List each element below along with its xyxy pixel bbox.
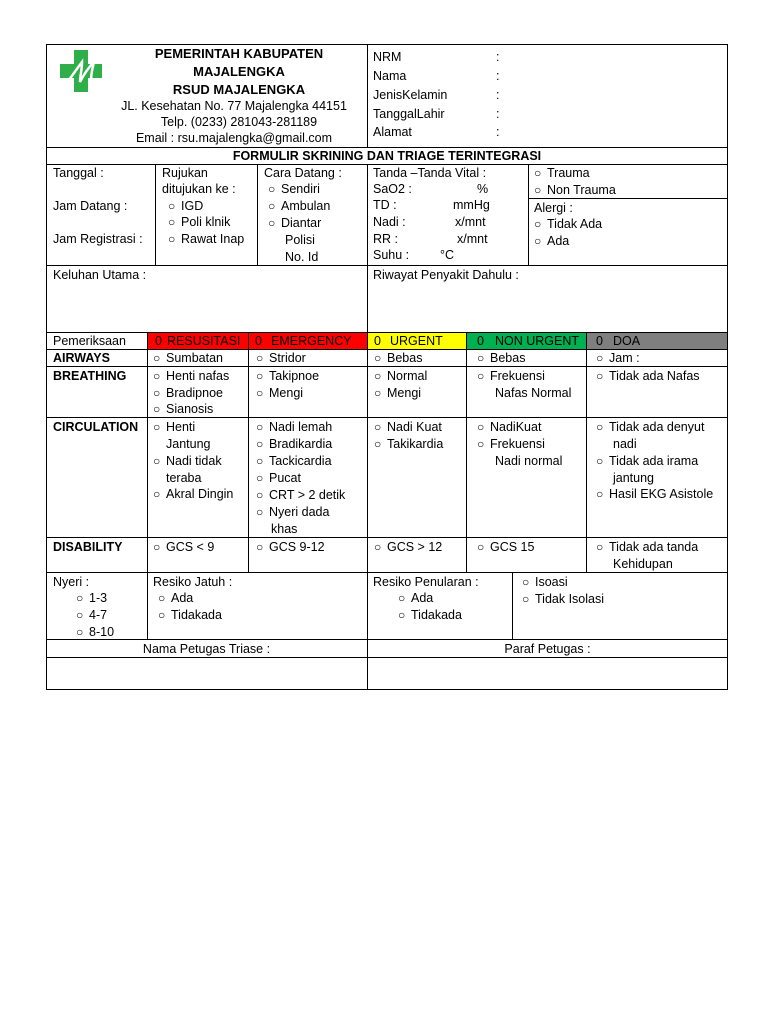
trauma-option[interactable]: ○ Trauma bbox=[534, 165, 590, 182]
breathing-option[interactable]: ○ Tidak ada Nafas bbox=[596, 368, 700, 385]
circulation-option[interactable]: ○ Tidak ada denyut bbox=[596, 419, 704, 436]
vital-label: Nadi : bbox=[373, 215, 406, 229]
breathing-option[interactable]: ○ Mengi bbox=[256, 385, 303, 402]
cara-datang-title: Cara Datang : bbox=[264, 166, 342, 180]
level-mark: 0 bbox=[155, 334, 162, 348]
alergi-option[interactable]: ○ Tidak Ada bbox=[534, 216, 602, 233]
level-emergency: EMERGENCY bbox=[271, 334, 352, 348]
airways-option[interactable]: ○ Jam : bbox=[596, 350, 640, 367]
circulation-option[interactable]: ○ Hasil EKG Asistole bbox=[596, 486, 713, 503]
circulation-option[interactable]: ○ CRT > 2 detik bbox=[256, 487, 345, 504]
paraf-petugas-label: Paraf Petugas : bbox=[504, 642, 591, 656]
circulation-option-cont: Jantung bbox=[166, 437, 211, 451]
nyeri-option[interactable]: ○ 8-10 bbox=[76, 624, 114, 641]
disability-option[interactable]: ○ GCS 15 bbox=[477, 539, 534, 556]
vital-unit: °C bbox=[440, 248, 455, 262]
cara-extra: Polisi bbox=[285, 233, 315, 247]
vital-unit: mmHg bbox=[453, 198, 490, 212]
field-nama: Nama bbox=[373, 69, 407, 83]
airways-option[interactable]: ○ Bebas bbox=[374, 350, 422, 367]
breathing-option[interactable]: ○ Frekuensi bbox=[477, 368, 545, 385]
isolasi-option[interactable]: ○ Isoasi bbox=[522, 574, 568, 591]
rujukan-option[interactable]: ○ IGD bbox=[168, 198, 203, 215]
circulation-option[interactable]: ○ NadiKuat bbox=[477, 419, 541, 436]
airways-label: AIRWAYS bbox=[53, 351, 110, 365]
resiko-penularan-option[interactable]: ○ Tidakada bbox=[398, 607, 462, 624]
colon: : bbox=[496, 88, 500, 102]
riwayat-penyakit-label: Riwayat Penyakit Dahulu : bbox=[373, 268, 519, 282]
colon: : bbox=[496, 107, 500, 121]
rujukan-title-2: ditujukan ke : bbox=[162, 182, 236, 196]
circulation-option[interactable]: ○ Nadi tidak bbox=[153, 453, 222, 470]
airways-option[interactable]: ○ Sumbatan bbox=[153, 350, 223, 367]
circulation-option[interactable]: ○ Henti bbox=[153, 419, 195, 436]
hospital-logo bbox=[58, 48, 104, 94]
header-line3: RSUD MAJALENGKA bbox=[172, 82, 306, 97]
circulation-option[interactable]: ○ Pucat bbox=[256, 470, 301, 487]
circulation-option[interactable]: ○ Takikardia bbox=[374, 436, 443, 453]
colon: : bbox=[496, 69, 500, 83]
vitals-title: Tanda –Tanda Vital : bbox=[373, 166, 487, 180]
header-phone: Telp. (0233) 281043-281189 bbox=[160, 115, 318, 129]
resiko-jatuh-option[interactable]: ○ Tidakada bbox=[158, 607, 222, 624]
circulation-option[interactable]: ○ Tidak ada irama bbox=[596, 453, 698, 470]
breathing-option[interactable]: ○ Normal bbox=[374, 368, 427, 385]
vital-unit: x/mnt bbox=[457, 232, 488, 246]
nama-petugas-label: Nama Petugas Triase : bbox=[142, 642, 271, 656]
paraf-petugas-field[interactable] bbox=[368, 658, 727, 689]
breathing-option-cont: Nafas Normal bbox=[495, 386, 572, 400]
rujukan-option[interactable]: ○ Rawat Inap bbox=[168, 231, 244, 248]
alergi-option[interactable]: ○ Ada bbox=[534, 233, 569, 250]
header-line1: PEMERINTAH KABUPATEN bbox=[154, 46, 324, 61]
vital-label: SaO2 : bbox=[373, 182, 412, 196]
breathing-label: BREATHING bbox=[53, 369, 127, 383]
vital-label: TD : bbox=[373, 198, 397, 212]
field-alamat: Alamat bbox=[373, 125, 412, 139]
level-mark: 0 bbox=[374, 334, 381, 348]
header-address: JL. Kesehatan No. 77 Majalengka 44151 bbox=[121, 99, 347, 113]
disability-option[interactable]: ○ Tidak ada tanda bbox=[596, 539, 698, 556]
level-mark: 0 bbox=[596, 334, 603, 348]
circulation-option[interactable]: ○ Nadi Kuat bbox=[374, 419, 442, 436]
label-jam-datang: Jam Datang : bbox=[53, 199, 128, 213]
airways-option[interactable]: ○ Stridor bbox=[256, 350, 306, 367]
breathing-option[interactable]: ○ Mengi bbox=[374, 385, 421, 402]
breathing-option[interactable]: ○ Henti nafas bbox=[153, 368, 229, 385]
form-title: FORMULIR SKRINING DAN TRIAGE TERINTEGRASI bbox=[232, 149, 542, 163]
nama-petugas-field[interactable] bbox=[47, 658, 367, 689]
resiko-jatuh-title: Resiko Jatuh : bbox=[153, 575, 233, 589]
disability-option[interactable]: ○ GCS 9-12 bbox=[256, 539, 325, 556]
circulation-option-cont: jantung bbox=[613, 471, 655, 485]
level-urgent: URGENT bbox=[390, 334, 443, 348]
airways-option[interactable]: ○ Bebas bbox=[477, 350, 525, 367]
label-tanggal: Tanggal : bbox=[53, 166, 104, 180]
rujukan-title: Rujukan bbox=[162, 166, 208, 180]
breathing-option[interactable]: ○ Sianosis bbox=[153, 401, 213, 418]
disability-option[interactable]: ○ GCS > 12 bbox=[374, 539, 442, 556]
circulation-option-cont: khas bbox=[271, 522, 298, 536]
disability-label: DISABILITY bbox=[53, 540, 123, 554]
level-mark: 0 bbox=[255, 334, 262, 348]
level-doa-fill bbox=[586, 333, 727, 349]
vital-unit: x/mnt bbox=[455, 215, 486, 229]
circulation-option[interactable]: ○ Tackicardia bbox=[256, 453, 332, 470]
circulation-option[interactable]: ○ Bradikardia bbox=[256, 436, 332, 453]
disability-option-cont: Kehidupan bbox=[613, 557, 673, 571]
circulation-option[interactable]: ○ Frekuensi bbox=[477, 436, 545, 453]
level-mark: 0 bbox=[477, 334, 484, 348]
label-jam-registrasi: Jam Registrasi : bbox=[53, 232, 143, 246]
isolasi-option[interactable]: ○ Tidak Isolasi bbox=[522, 591, 604, 608]
header-email: Email : rsu.majalengka@gmail.com bbox=[135, 131, 333, 145]
circulation-option-cont: nadi bbox=[613, 437, 637, 451]
alergi-title: Alergi : bbox=[534, 201, 573, 215]
header-line2: MAJALENGKA bbox=[193, 64, 285, 79]
field-jenis-kelamin: JenisKelamin bbox=[373, 88, 448, 102]
vital-unit: % bbox=[477, 182, 489, 196]
rujukan-option[interactable]: ○ Poli klnik bbox=[168, 214, 230, 231]
cara-option[interactable]: ○ Ambulan bbox=[268, 198, 330, 215]
resiko-penularan-option[interactable]: ○ Ada bbox=[398, 590, 433, 607]
circulation-option[interactable]: ○ Nadi lemah bbox=[256, 419, 332, 436]
nyeri-title: Nyeri : bbox=[53, 575, 90, 589]
circulation-option[interactable]: ○ Akral Dingin bbox=[153, 486, 233, 503]
resiko-penularan-title: Resiko Penularan : bbox=[373, 575, 479, 589]
pemeriksaan-label: Pemeriksaan bbox=[53, 334, 126, 348]
vital-label: RR : bbox=[373, 232, 398, 246]
circulation-option-cont: teraba bbox=[166, 471, 202, 485]
level-doa: DOA bbox=[613, 334, 641, 348]
circulation-option[interactable]: ○ Nyeri dada bbox=[256, 504, 329, 521]
level-non-urgent: NON URGENT bbox=[495, 334, 580, 348]
breathing-option[interactable]: ○ Bradipnoe bbox=[153, 385, 223, 402]
field-nrm: NRM bbox=[373, 50, 402, 64]
keluhan-utama-label: Keluhan Utama : bbox=[53, 268, 147, 282]
colon: : bbox=[496, 125, 500, 139]
circulation-label: CIRCULATION bbox=[53, 420, 139, 434]
resiko-jatuh-option[interactable]: ○ Ada bbox=[158, 590, 193, 607]
cara-extra: No. Id bbox=[285, 250, 319, 264]
breathing-option[interactable]: ○ Takipnoe bbox=[256, 368, 319, 385]
nyeri-option[interactable]: ○ 1-3 bbox=[76, 590, 107, 607]
cara-option[interactable]: ○ Diantar bbox=[268, 215, 321, 232]
colon: : bbox=[496, 50, 500, 64]
level-resusitasi: RESUSITASI bbox=[167, 334, 241, 348]
vital-label: Suhu : bbox=[373, 248, 410, 262]
circulation-option-cont: Nadi normal bbox=[495, 454, 563, 468]
trauma-option[interactable]: ○ Non Trauma bbox=[534, 182, 616, 199]
field-tanggal-lahir: TanggalLahir bbox=[373, 107, 445, 121]
cara-option[interactable]: ○ Sendiri bbox=[268, 181, 320, 198]
disability-option[interactable]: ○ GCS < 9 bbox=[153, 539, 214, 556]
nyeri-option[interactable]: ○ 4-7 bbox=[76, 607, 107, 624]
